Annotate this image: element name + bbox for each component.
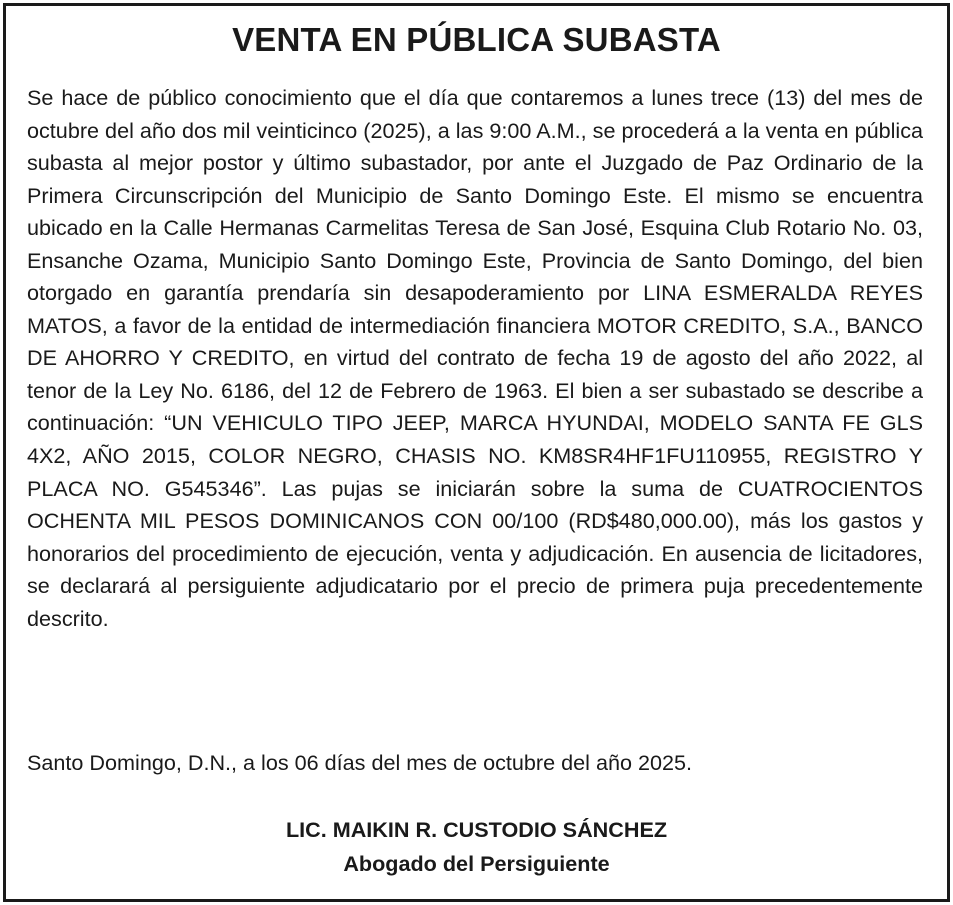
signer-role: Abogado del Persiguiente	[343, 851, 610, 876]
notice-title: VENTA EN PÚBLICA SUBASTA	[232, 21, 721, 58]
notice-body: Se hace de público conocimiento que el día que contaremos a lunes trece (13) del mes de octubre del año dos mil veinticinco (2025), a las 9:00 A.M., se procederá a la venta en pública subasta al mejor postor y último subastador, por ante el Juzgado de Paz Ordinario de la Primera Circunscripción del Municipio de Santo Domingo Este. El mismo se encuentra ubicado en la Calle Hermanas Carmelitas Teresa de San José, Esquina Club Rotario No. 03, Ensanche Ozama, Municipio Santo Domingo Este, Provincia de Santo Domingo, del bien otorgado en garantía prendaría sin desapoderamiento por LINA ESMERALDA REYES MATOS, a favor de la entidad de intermediación financiera MOTOR CREDITO, S.A., BANCO DE AHORRO Y CREDITO, en virtud del contrato de fecha 19 de agosto del año 2022, al tenor de la Ley No. 6186, del 12 de Febrero de 1963. El bien a ser subastado se describe a continuación: “UN VEHICULO TIPO JEEP, MARCA HYUNDAI, MODELO SANTA FE GLS 4X2, AÑO 2015, COLOR NEGRO, CHASIS NO. KM8SR4HF1FU110955, REGISTRO Y PLACA NO. G545346”. Las pujas se iniciarán sobre la suma de CUATROCIENTOS OCHENTA MIL PESOS DOMINICANOS CON 00/100 (RD$480,000.00), más los gastos y honorarios del procedimiento de ejecución, venta y adjudicación. En ausencia de licitadores, se declarará al persiguiente adjudicatario por el precio de primera puja precedentemente descrito.	[27, 85, 923, 631]
signer-name: LIC. MAIKIN R. CUSTODIO SÁNCHEZ	[285, 817, 668, 842]
legal-notice-box	[3, 3, 950, 902]
notice-date-line: Santo Domingo, D.N., a los 06 días del mes de octubre del año 2025.	[27, 750, 693, 775]
